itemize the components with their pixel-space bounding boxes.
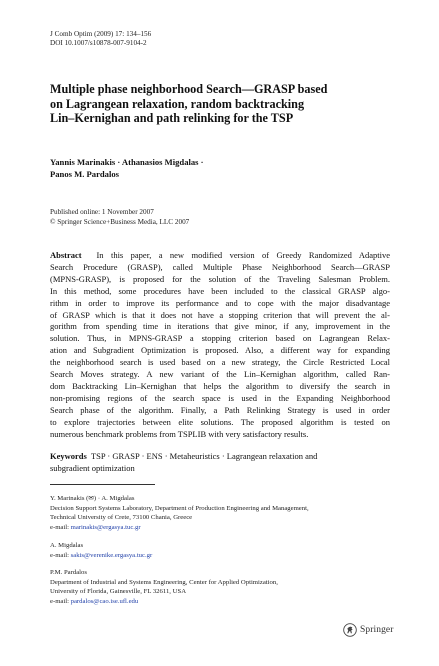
- abstract-first-line: In this paper, a new modified version of Greedy Randomized Adaptive: [96, 250, 390, 260]
- abstract-heading: Abstract: [50, 250, 82, 260]
- footnote-email-line: [50, 523, 410, 533]
- abstract-line: In this method, some procedures have been included to the classical GRASP algo-: [50, 285, 390, 296]
- email-label: e-mail:: [50, 551, 71, 559]
- email-label: e-mail:: [50, 523, 71, 531]
- abstract-line: dom Backtracking Lin–Kernighan that helps the algorithm to diversify the search in: [50, 380, 390, 391]
- email-link[interactable]: pardalos@cao.ise.ufl.edu: [70, 597, 139, 605]
- published-date: Published online: 1 November 2007: [50, 208, 154, 216]
- footnote-rule: [50, 484, 155, 485]
- abstract-line: numerous benchmark problems from TSPLIB with very satisfactory results.: [50, 428, 309, 439]
- footnote-email-line: [50, 551, 410, 561]
- keywords-line: subgradient optimization: [50, 462, 135, 473]
- author-list: [50, 157, 204, 180]
- author-line: Yannis Marinakis · Athanasios Migdalas ·: [50, 157, 204, 167]
- email-link[interactable]: sakis@verenike.ergasya.tuc.gr: [70, 551, 153, 559]
- footnote-affiliation: University of Florida, Gainesville, FL 32611, USA: [50, 588, 187, 596]
- abstract-line: the neighborhood search is used based on a new strategy, the Circle Restricted Local: [50, 357, 390, 368]
- footnote-names: A. Migdalas: [50, 542, 84, 549]
- publisher-logo: [343, 623, 394, 637]
- abstract-line: ation and Subgradient Optimization is proposed. Also, a different way for expanding: [50, 345, 390, 356]
- keywords-first-line: TSP · GRASP · ENS · Metaheuristics · Lagrangean relaxation and: [90, 451, 318, 461]
- footnote-author-1: [50, 494, 410, 532]
- keywords-line: [50, 451, 390, 463]
- journal-citation: J Comb Optim (2009) 17: 134–156: [50, 30, 152, 38]
- abstract-line: Search Procedure (GRASP), called Multiple Phase Neighborhood Search—GRASP: [50, 261, 390, 272]
- email-link[interactable]: marinakis@ergasya.tuc.gr: [70, 523, 141, 531]
- email-label: e-mail:: [50, 597, 71, 605]
- journal-header: [50, 30, 151, 48]
- footnote-email-line: [50, 597, 410, 607]
- title-line: on Lagrangean relaxation, random backtracking: [50, 96, 305, 111]
- footnote-author-2: [50, 541, 410, 560]
- abstract-line: [50, 250, 390, 262]
- abstract-line: Search Moves strategy. A new variant of the Lin–Kernighan algorithm, called Ran-: [50, 369, 390, 380]
- abstract-line: Search phase of the algorithm. Finally, a Path Relinking Strategy is used in order: [50, 404, 390, 415]
- springer-horse-icon: [343, 623, 357, 637]
- footnote-affiliation: Department of Industrial and Systems Engineering, Center for Applied Optimization,: [50, 578, 278, 586]
- footnote-names: Y. Marinakis (✉) · A. Migdalas: [50, 495, 135, 502]
- title-line: Multiple phase neighborhood Search—GRASP based: [50, 82, 328, 96]
- footnote-names: P.M. Pardalos: [50, 569, 87, 576]
- title-line: Lin–Kernighan and path relinking for the TSP: [50, 111, 294, 125]
- copyright-notice: © Springer Science+Business Media, LLC 2007: [50, 217, 190, 226]
- publication-info: [50, 208, 189, 228]
- publisher-name: Springer: [360, 625, 394, 635]
- abstract: [50, 250, 390, 441]
- abstract-line: gorithm from spending time in iterations that give minor, if any, improvement in the: [50, 321, 390, 332]
- abstract-line: solution. Thus, in MPNS-GRASP a stopping criterion based on Lagrangean Relax-: [50, 333, 390, 344]
- abstract-line: rithm in order to improve its performance and to cope with the major disadvantage: [50, 297, 390, 308]
- keywords-heading: Keywords: [50, 451, 87, 461]
- abstract-line: to explore trajectories between elite solutions. The proposed algorithm is tested on: [50, 416, 390, 427]
- footnote-affiliation: Decision Support Systems Laboratory, Department of Production Engineering and Management,: [50, 504, 309, 512]
- footnote-author-3: [50, 568, 410, 606]
- paper-title: [50, 82, 390, 126]
- author-line: Panos M. Pardalos: [50, 168, 119, 179]
- abstract-line: (MPNS-GRASP), is proposed for the solution of the Traveling Salesman Problem.: [50, 273, 390, 284]
- keywords: [50, 451, 390, 475]
- abstract-line: non-promising regions of the search space is used in the Expanding Neighborhood: [50, 392, 390, 403]
- footnote-affiliation: Technical University of Crete, 73100 Chania, Greece: [50, 514, 193, 522]
- abstract-line: of GRASP which is that it does not have a stopping criterion that will prevent the al-: [50, 309, 390, 320]
- journal-doi: DOI 10.1007/s10878-007-9104-2: [50, 39, 147, 47]
